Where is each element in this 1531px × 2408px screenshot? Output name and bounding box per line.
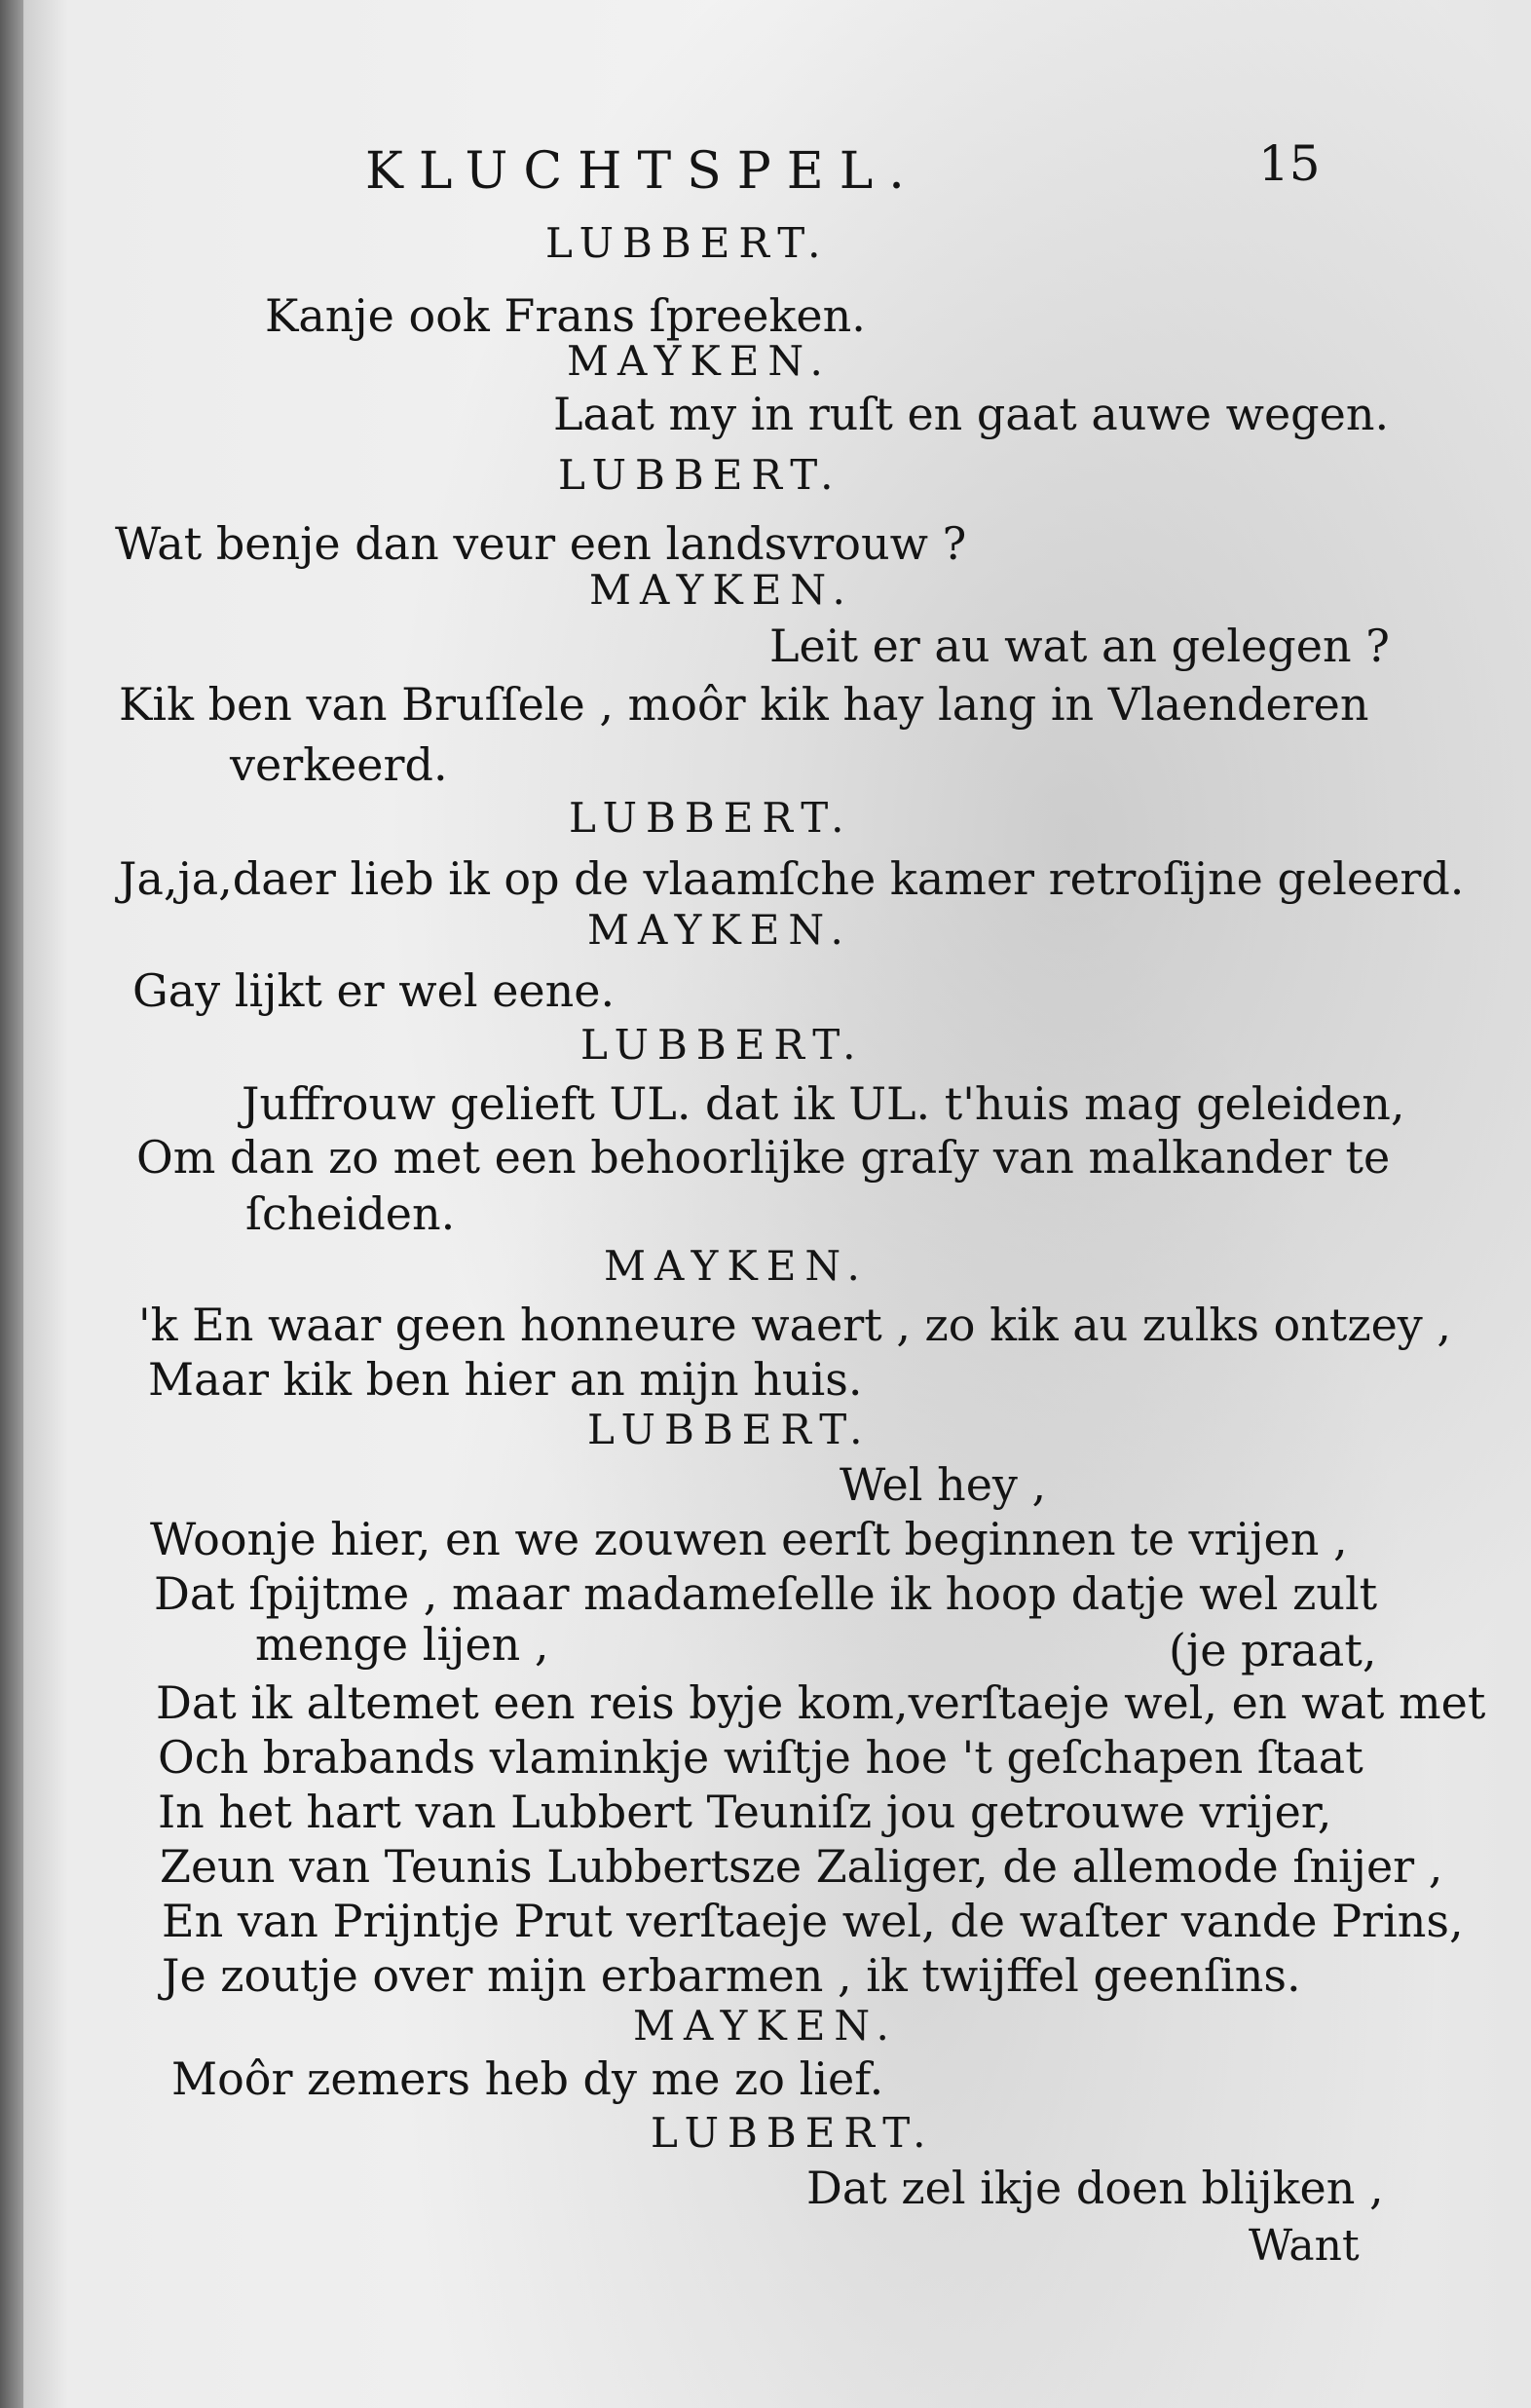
catchword: Want xyxy=(1249,2221,1360,2271)
speaker-heading: LUBBERT. xyxy=(651,2109,935,2157)
verse-line: Je zoutje over mijn erbarmen , ik twijffel geenſins. xyxy=(162,1949,1301,2002)
verse-line: En van Prijntje Prut verſtaeje wel, de waſter vande Prins, xyxy=(162,1895,1464,1947)
verse-line: Dat zel ikje doen blijken , xyxy=(806,2162,1384,2214)
verse-line: Kanje ook Frans ſpreeken. xyxy=(265,289,866,342)
speaker-heading: MAYKEN. xyxy=(587,906,852,954)
verse-line: Wel hey , xyxy=(840,1458,1047,1511)
speaker-heading: LUBBERT. xyxy=(569,794,853,842)
speaker-heading: MAYKEN. xyxy=(604,1242,869,1290)
verse-line: Woonje hier, en we zouwen eerſt beginnen te vrijen , xyxy=(150,1513,1348,1565)
page-number: 15 xyxy=(1258,135,1321,192)
verse-line: Gay lijkt er wel eene. xyxy=(132,964,616,1017)
speaker-heading: MAYKEN. xyxy=(589,566,854,614)
verse-line: ſcheiden. xyxy=(245,1187,456,1240)
verse-line: Leit er au wat an gelegen ? xyxy=(769,620,1390,672)
speaker-heading: LUBBERT. xyxy=(545,219,830,267)
verse-line: Om dan zo met een behoorlijke graſy van malkander te xyxy=(136,1131,1391,1184)
speaker-heading: LUBBERT. xyxy=(587,1406,872,1453)
verse-line: In het hart van Lubbert Teuniſz jou getrouwe vrijer, xyxy=(158,1786,1332,1838)
verse-line: Laat my in ruſt en gaat auwe wegen. xyxy=(553,388,1390,440)
verse-line: Wat benje dan veur een landsvrouw ? xyxy=(115,517,967,570)
speaker-heading: MAYKEN. xyxy=(567,337,832,385)
verse-line: verkeerd. xyxy=(230,738,448,791)
verse-line: menge lijen , xyxy=(255,1618,549,1671)
verse-line: Maar kik ben hier an mijn huis. xyxy=(148,1353,863,1406)
verse-line: Zeun van Teunis Lubbertsze Zaliger, de allemode ſnijer , xyxy=(160,1840,1443,1893)
running-title: KLUCHTSPEL. xyxy=(365,142,920,201)
verse-line: Moôr zemers heb dy me zo lief. xyxy=(171,2052,884,2105)
verse-line: Dat ik altemet een reis byje kom,verſtaeje wel, en wat met xyxy=(156,1676,1486,1729)
verse-line: Och brabands vlaminkje wiſtje hoe 't geſchapen ſtaat xyxy=(158,1731,1363,1784)
verse-line: (je praat, xyxy=(1169,1624,1377,1676)
page-gutter xyxy=(0,0,23,2408)
speaker-heading: MAYKEN. xyxy=(633,2002,898,2050)
verse-line: Juffrouw gelieft UL. dat ik UL. t'huis mag geleiden, xyxy=(242,1077,1405,1130)
verse-line: Ja,ja,daer lieb ik op de vlaamſche kamer retroſijne geleerd. xyxy=(119,852,1465,905)
speaker-heading: LUBBERT. xyxy=(580,1021,865,1069)
verse-line: Dat ſpijtme , maar madameſelle ik hoop datje wel zult xyxy=(154,1567,1378,1620)
verse-line: 'k En waar geen honneure waert , zo kik au zulks ontzey , xyxy=(138,1298,1452,1351)
verse-line: Kik ben van Bruſſele , moôr kik hay lang in Vlaenderen xyxy=(119,678,1369,731)
speaker-heading: LUBBERT. xyxy=(558,451,842,499)
